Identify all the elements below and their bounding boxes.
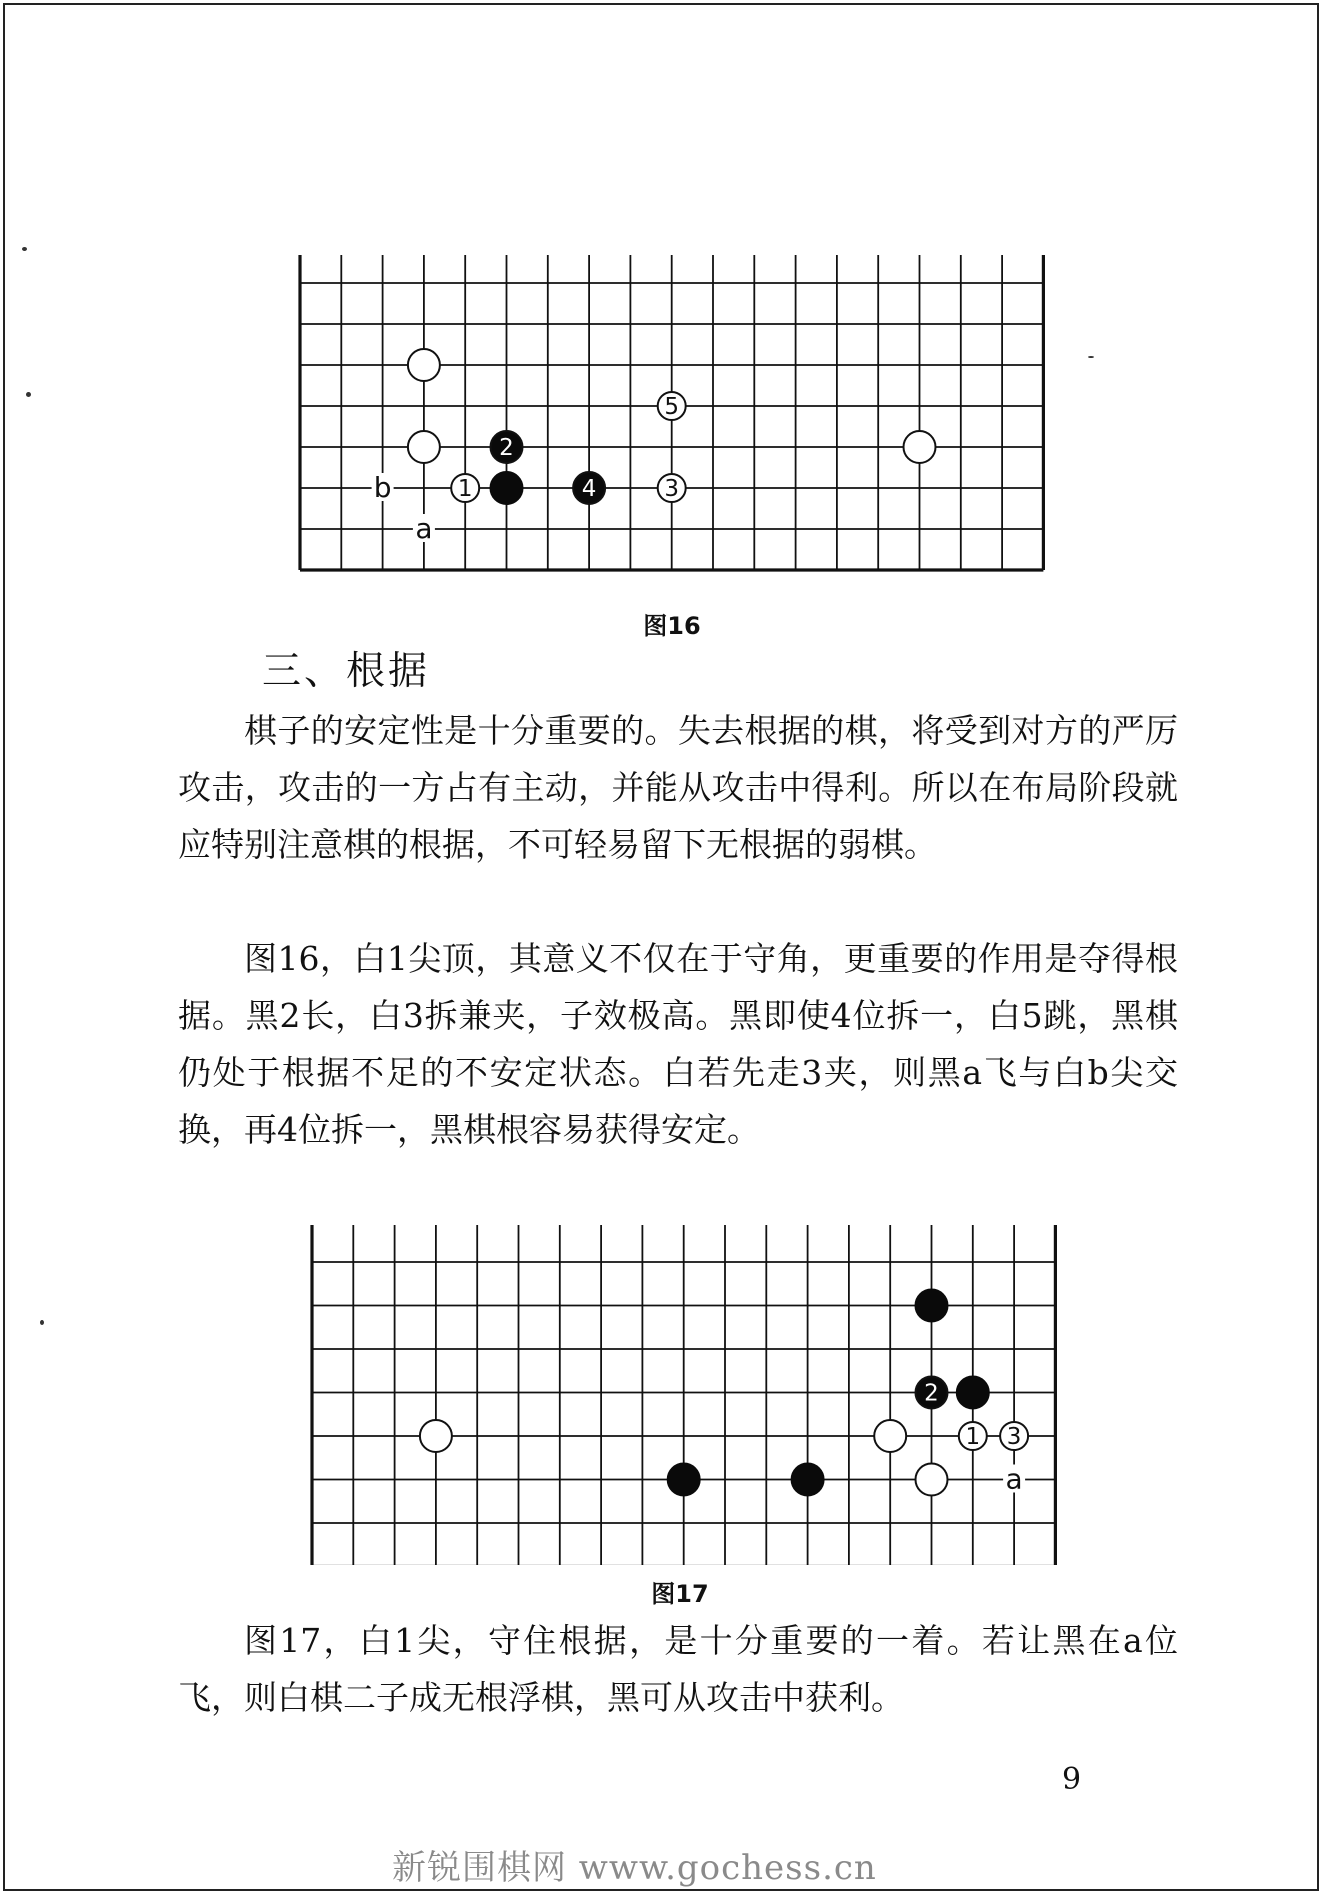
move-number-label: 1 — [965, 1424, 981, 1450]
black-stone-numbered — [573, 472, 605, 504]
go-diagram-figure-17 — [298, 1225, 1068, 1565]
black-stone — [916, 1290, 948, 1322]
paragraph-stability: 棋子的安定性是十分重要的。失去根据的棋，将受到对方的严厉攻击，攻击的一方占有主动，并能从攻击中得利。所以在布局阶段就应特别注意棋的根据，不可轻易留下无根据的弱棋。 — [178, 711, 1178, 864]
white-stone-numbered — [658, 392, 686, 420]
white-stone — [420, 1420, 452, 1452]
move-number-label: 2 — [499, 435, 514, 461]
white-stone — [408, 349, 440, 381]
point-letter-label: a — [415, 512, 433, 545]
black-stone-numbered — [916, 1377, 948, 1409]
scan-speck — [40, 1320, 44, 1325]
paragraph-figure-16: 图16，白1尖顶，其意义不仅在于守角，更重要的作用是夺得根据。黑2长，白3拆兼夹，子效极高。黑即使4位拆一，白5跳，黑棋仍处于根据不足的不安定状态。白若先走3夹，则黑a飞与白b尖交换，再4位拆一，黑棋根容易获得安定。 — [178, 939, 1178, 1149]
site-watermark: 新锐围棋网 www.gochess.cn — [392, 1848, 877, 1888]
point-letter-label: a — [1005, 1462, 1023, 1496]
move-number-label: 1 — [457, 476, 473, 502]
scan-speck — [26, 392, 31, 397]
scan-speck — [1088, 356, 1094, 358]
move-number-label: 2 — [924, 1380, 939, 1407]
white-stone-numbered — [1000, 1422, 1028, 1450]
black-stone — [792, 1464, 824, 1496]
black-stone-numbered — [491, 431, 523, 463]
white-stone — [408, 431, 440, 463]
move-number-label: 4 — [581, 476, 597, 502]
move-number-label: 3 — [1006, 1424, 1022, 1450]
black-stone — [491, 472, 523, 504]
go-diagram-figure-16 — [288, 255, 1058, 580]
page-number: 9 — [1062, 1762, 1082, 1797]
figure-16-caption: 图16 — [643, 612, 701, 640]
scan-speck — [22, 247, 27, 251]
paragraph-figure-17: 图17，白1尖，守住根据，是十分重要的一着。若让黑在a位飞，则白棋二子成无根浮棋，黑可从攻击中获利。 — [178, 1621, 1178, 1717]
white-stone — [904, 431, 936, 463]
white-stone — [916, 1464, 948, 1496]
black-stone — [957, 1377, 989, 1409]
move-number-label: 3 — [664, 476, 680, 502]
white-stone-numbered — [959, 1422, 987, 1450]
point-letter-label: b — [373, 471, 392, 504]
white-stone-numbered — [451, 474, 479, 502]
black-stone — [668, 1464, 700, 1496]
white-stone — [874, 1420, 906, 1452]
white-stone-numbered — [658, 474, 686, 502]
section-heading: 三、根据 — [262, 649, 431, 694]
figure-17-caption: 图17 — [651, 1580, 709, 1608]
move-number-label: 5 — [664, 394, 680, 420]
